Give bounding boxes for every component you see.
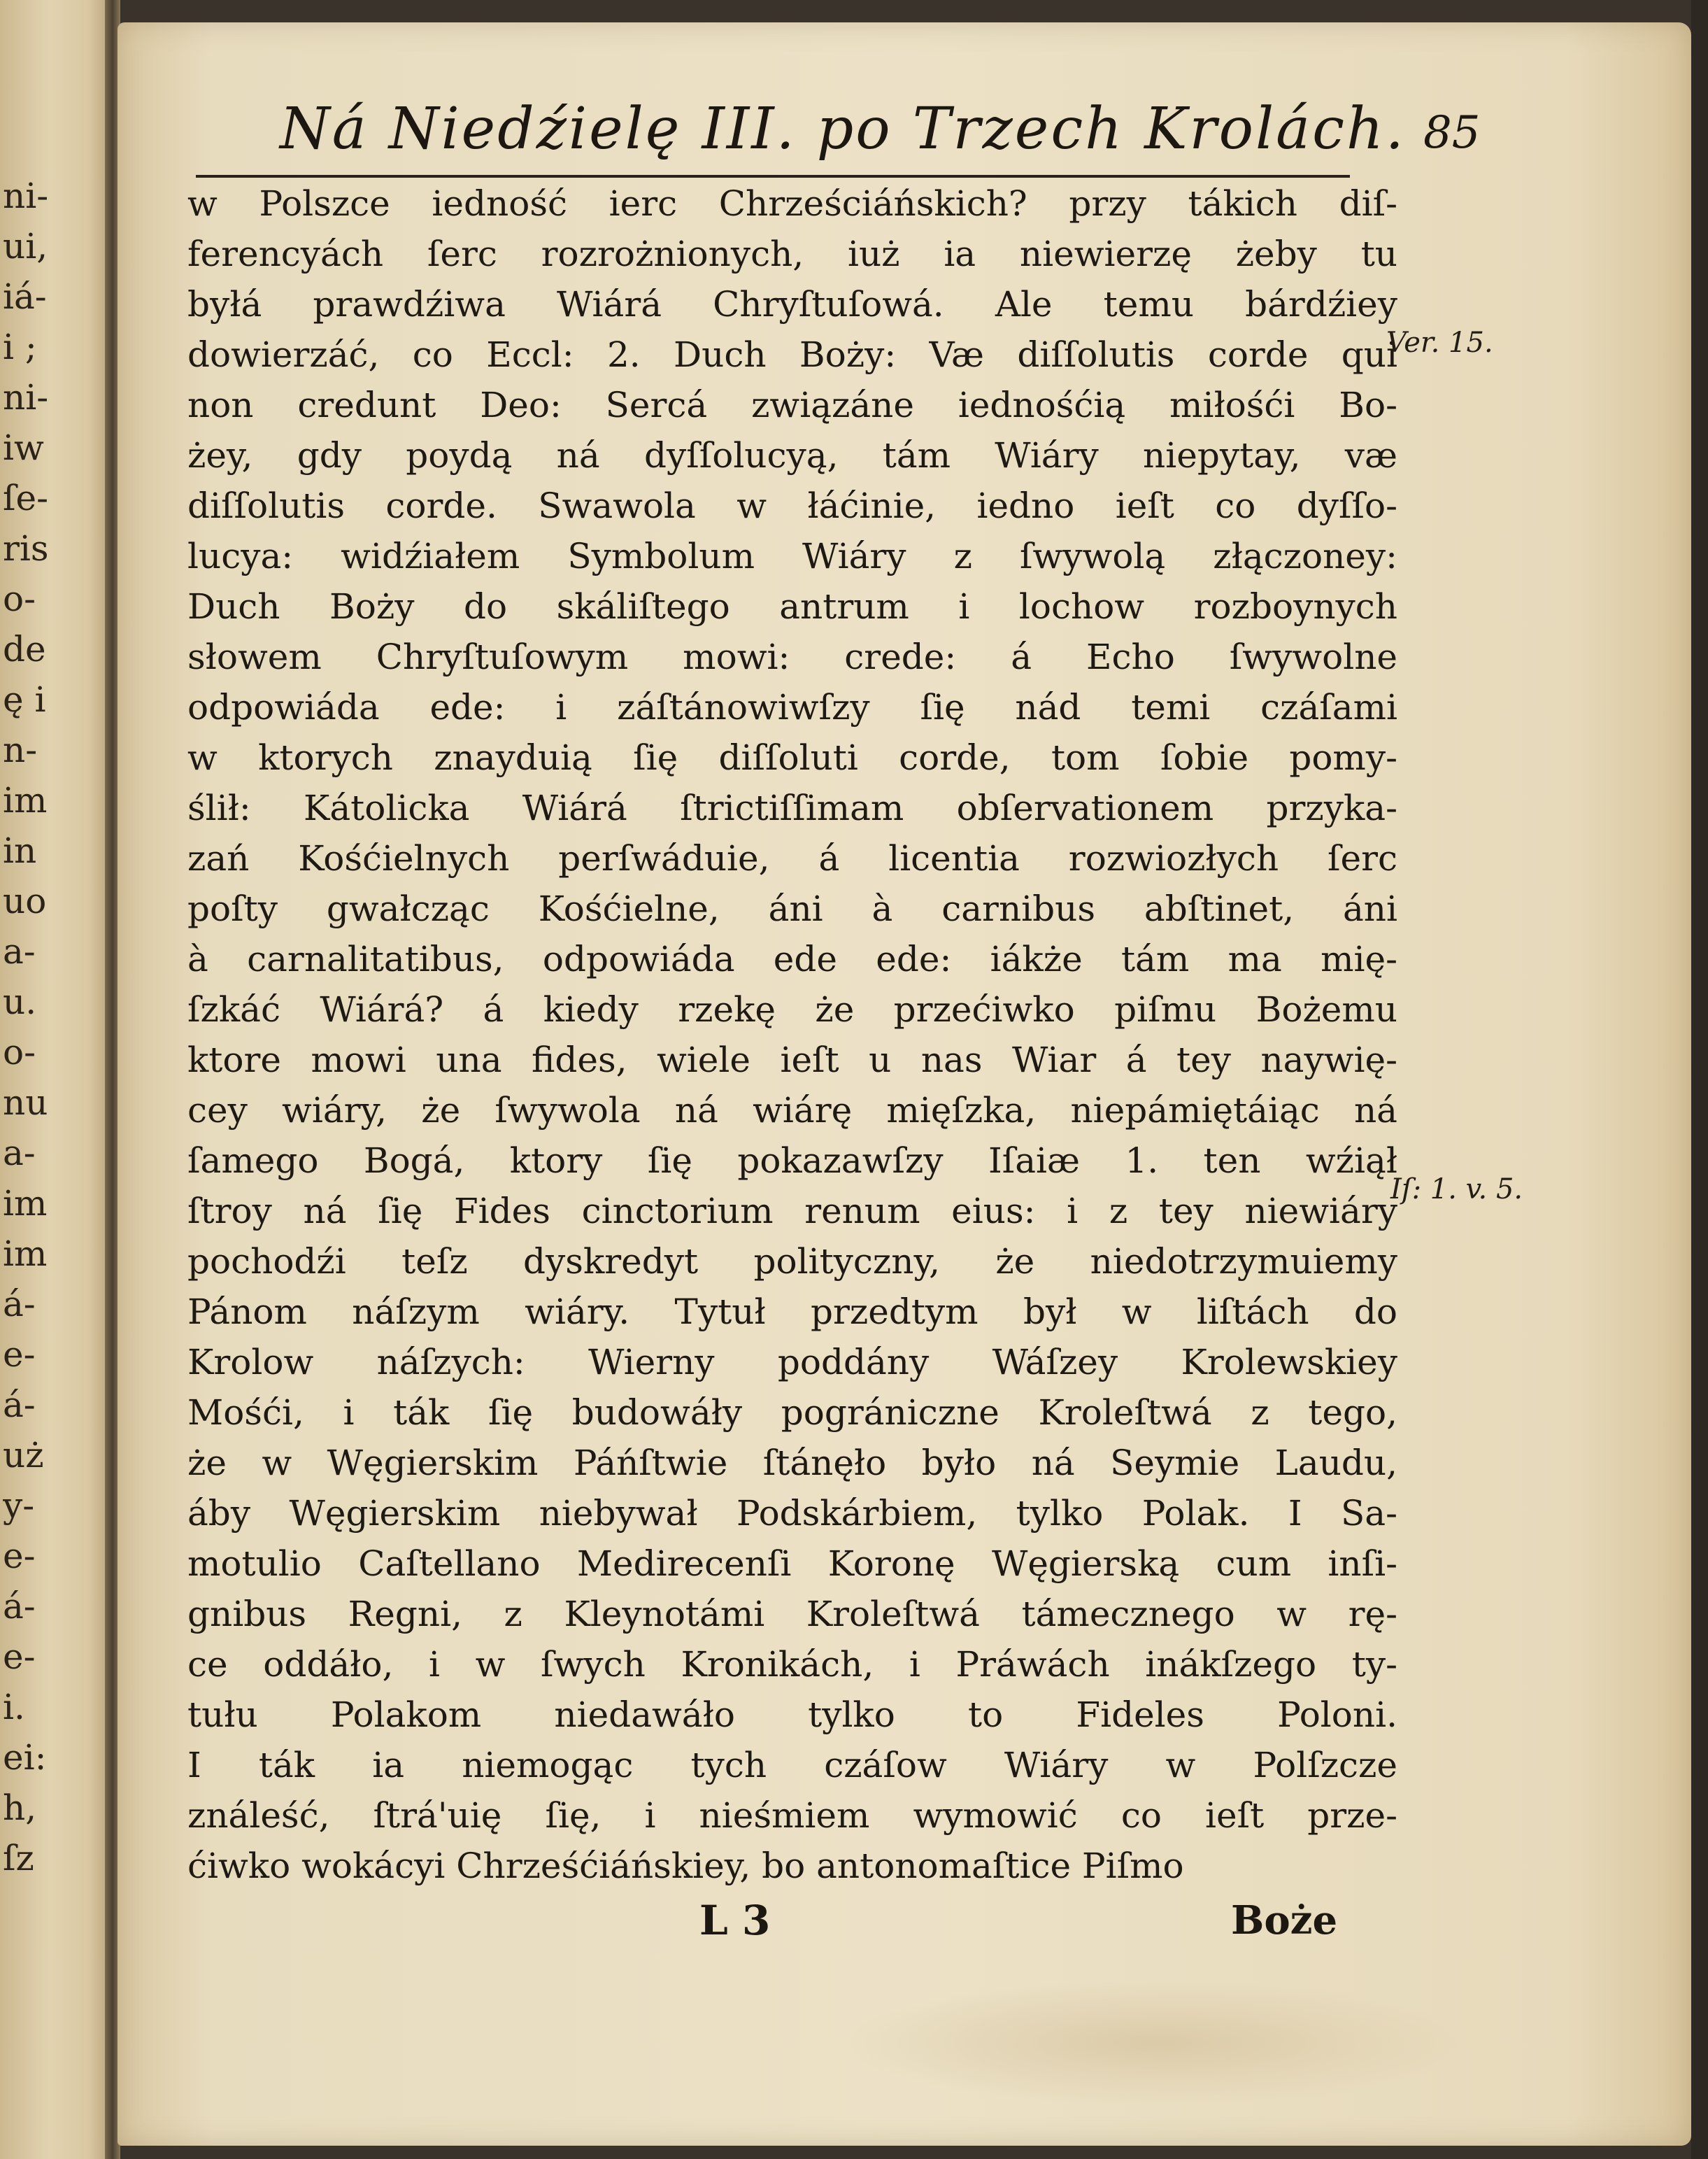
text-line: Krolow náſzych: Wierny poddány Wáſzey Krolewskiey bbox=[187, 1342, 1397, 1382]
facing-page-line: o- bbox=[3, 579, 36, 619]
page-edge-shadow bbox=[1691, 0, 1708, 2159]
header-rule bbox=[196, 175, 1350, 178]
text-line: w Polszce iedność ierc Chrześciáńskich? przy tákich diſ- bbox=[187, 183, 1397, 224]
facing-page-line: iw bbox=[3, 427, 44, 468]
catchword: Boże bbox=[1231, 1897, 1338, 1944]
marginal-note-ver: Ver. 15. bbox=[1386, 327, 1493, 359]
text-line: ſtroy ná ſię Fides cinctorium renum eius: i z tey niewiáry bbox=[187, 1191, 1397, 1231]
text-line: słowem Chryſtuſowym mowi: crede: á Echo ſwywolne bbox=[187, 637, 1397, 677]
facing-page-line: ſz bbox=[3, 1838, 34, 1878]
text-line: ferencyách ſerc rozrożnionych, iuż ia niewierzę żeby tu bbox=[187, 234, 1397, 274]
body-text-block bbox=[187, 178, 1397, 1891]
facing-page-line: uż bbox=[3, 1435, 44, 1475]
text-line: w ktorych znayduią ſię diſſoluti corde, tom ſobie pomy- bbox=[187, 737, 1397, 778]
text-line: pochodźi teſz dyskredyt polityczny, że niedotrzymuiemy bbox=[187, 1241, 1397, 1282]
facing-page-line: ni- bbox=[3, 377, 49, 418]
facing-page-line: h, bbox=[3, 1788, 37, 1828]
text-line: zań Kośćielnych perſwáduie, á licentia rozwiozłych ſerc bbox=[187, 838, 1397, 879]
text-line: poſty gwałcząc Kośćielne, áni à carnibus abſtinet, áni bbox=[187, 889, 1397, 929]
facing-page-line: u. bbox=[3, 982, 37, 1022]
text-line: lucya: widźiałem Symbolum Wiáry z ſwywolą złączoney: bbox=[187, 536, 1397, 576]
text-line: że w Węgierskim Páńſtwie ſtánęło było ná Seymie Laudu, bbox=[187, 1443, 1397, 1483]
facing-page-line: im bbox=[3, 1233, 48, 1274]
text-line: ſzkáć Wiárá? á kiedy rzekę że przećiwko piſmu Bożemu bbox=[187, 989, 1397, 1030]
facing-page-line: e- bbox=[3, 1536, 36, 1576]
facing-page-line: in bbox=[3, 830, 37, 871]
facing-page-line: iá- bbox=[3, 276, 47, 317]
text-line: cey wiáry, że ſwywola ná wiárę mięſzka, niepámiętáiąc ná bbox=[187, 1090, 1397, 1131]
facing-page-line: e- bbox=[3, 1636, 36, 1677]
text-line: motulio Caſtellano Medirecenſi Koronę Węgierską cum inſi- bbox=[187, 1543, 1397, 1584]
text-line: áby Węgierskim niebywał Podskárbiem, tylko Polak. I Sa- bbox=[187, 1493, 1397, 1534]
facing-page-line: e- bbox=[3, 1334, 36, 1375]
text-line: diſſolutis corde. Swawola w łáćinie, iedno ieſt co dyſſo- bbox=[187, 486, 1397, 526]
text-line: ćiwko wokácyi Chrześćiáńskiey, bo antonomaſtice Piſmo bbox=[187, 1846, 1184, 1886]
facing-page-line: á- bbox=[3, 1284, 36, 1324]
text-line: ce oddáło, i w ſwych Kronikách, i Práwách inákſzego ty- bbox=[187, 1644, 1397, 1685]
facing-page-line: uo bbox=[3, 881, 47, 921]
facing-page-line: a- bbox=[3, 1133, 36, 1173]
text-line: odpowiáda ede: i záſtánowiwſzy ſię nád temi czáſami bbox=[187, 687, 1397, 728]
facing-page-line: ni- bbox=[3, 176, 49, 216]
text-line: Mośći, i ták ſię budowáły pográniczne Kroleſtwá z tego, bbox=[187, 1392, 1397, 1433]
page-number: 85 bbox=[1423, 107, 1481, 159]
marginal-note-isaiah: Iſ: 1. v. 5. bbox=[1390, 1173, 1523, 1205]
facing-page-line: nu bbox=[3, 1082, 48, 1123]
text-line: ználeść, ſtrá'uię ſię, i nieśmiem wymowić co ieſt prze- bbox=[187, 1795, 1397, 1836]
facing-page-line: ui, bbox=[3, 226, 48, 267]
facing-page-line: ris bbox=[3, 528, 49, 569]
facing-page-line: á- bbox=[3, 1385, 36, 1425]
text-line: non credunt Deo: Sercá związáne iednośćią miłośći Bo- bbox=[187, 385, 1397, 425]
running-title: Ná Niedźielę III. po Trzech Krolách. bbox=[280, 96, 1406, 162]
facing-page-line: im bbox=[3, 1183, 48, 1224]
text-line: tułu Polakom niedawáło tylko to Fideles Poloni. bbox=[187, 1694, 1397, 1735]
facing-page-line: n- bbox=[3, 730, 38, 770]
facing-page-line: ei: bbox=[3, 1737, 47, 1778]
text-line: I ták ia niemogąc tych czáſow Wiáry w Polſzcze bbox=[187, 1745, 1397, 1785]
text-line: Pánom náſzym wiáry. Tytuł przedtym był w liſtách do bbox=[187, 1291, 1397, 1332]
text-line: gnibus Regni, z Kleynotámi Kroleſtwá támecznego w rę- bbox=[187, 1594, 1397, 1634]
text-line: byłá prawdźiwa Wiárá Chryſtuſowá. Ale temu bárdźiey bbox=[187, 284, 1397, 325]
facing-page-line: i ; bbox=[3, 327, 37, 367]
facing-page-line: o- bbox=[3, 1032, 36, 1073]
text-line: Duch Boży do skáliſtego antrum i lochow rozboynych bbox=[187, 586, 1397, 627]
text-line: dowierzáć, co Eccl: 2. Duch Boży: Væ diſſolutis corde qui bbox=[187, 334, 1397, 375]
paper-stain bbox=[839, 1980, 1469, 2106]
facing-page-line: de bbox=[3, 629, 46, 670]
text-line: ktore mowi una fides, wiele ieſt u nas Wiar á tey naywię- bbox=[187, 1040, 1397, 1080]
text-line: żey, gdy poydą ná dyſſolucyą, tám Wiáry niepytay, væ bbox=[187, 435, 1397, 476]
text-line: à carnalitatibus, odpowiáda ede ede: iákże tám ma mię- bbox=[187, 939, 1397, 979]
facing-page-line: y- bbox=[3, 1485, 35, 1526]
signature-mark: L 3 bbox=[699, 1897, 771, 1944]
text-line: ślił: Kátolicka Wiárá ſtrictiſſimam obſervationem przyka- bbox=[187, 788, 1397, 828]
facing-page-line: ę i bbox=[3, 679, 46, 720]
facing-page-line: a- bbox=[3, 931, 36, 972]
facing-page-line: ſe- bbox=[3, 478, 48, 518]
facing-page-fragment bbox=[0, 0, 111, 2159]
facing-page-line: á- bbox=[3, 1586, 36, 1627]
text-line: ſamego Bogá, ktory ſię pokazawſzy Iſaiæ 1. ten wźiął bbox=[187, 1140, 1397, 1181]
facing-page-line: i. bbox=[3, 1687, 25, 1727]
facing-page-line: im bbox=[3, 780, 48, 821]
